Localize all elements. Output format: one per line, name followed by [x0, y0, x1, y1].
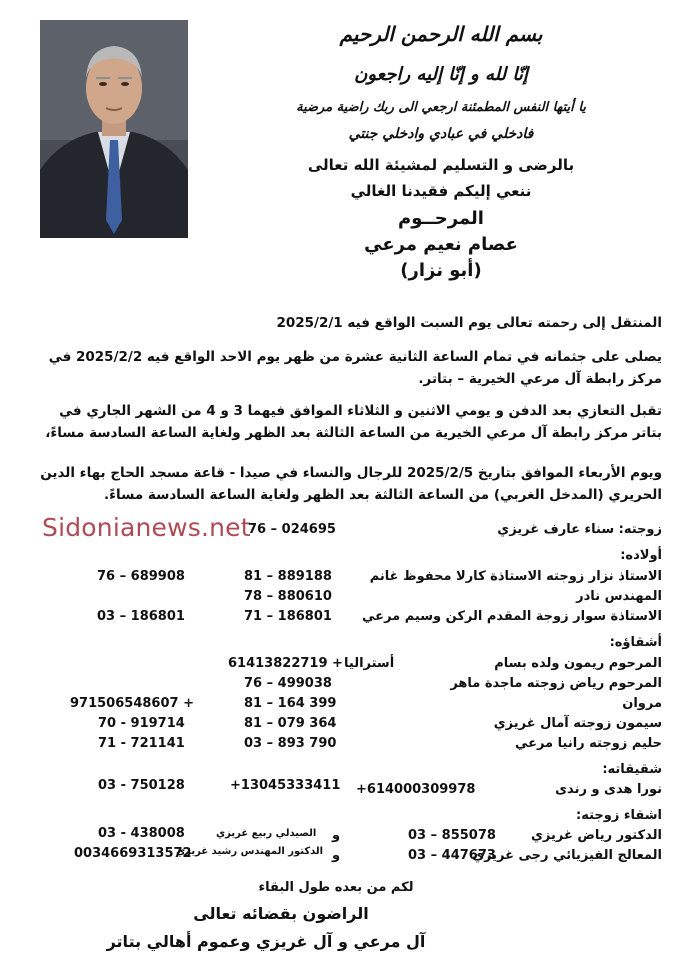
sister-phone: +614000309978 [356, 782, 476, 797]
wife-name: زوجته: سناء عارف غريزي [497, 522, 662, 537]
announcement-line-2: ننعي إليكم فقيدنا الغالي [350, 182, 532, 200]
sibling-name: المرحوم ريمون ولده بسام [494, 656, 662, 671]
portrait-photo [40, 20, 188, 238]
closing-line-1: لكم من بعده طول البقاء [258, 880, 414, 895]
child-phone: 78 – 880610 [244, 589, 332, 604]
sibling-name: سيمون زوجته آمال غريزي [493, 716, 662, 731]
conjunction: و [332, 848, 341, 863]
basmala: بسم الله الرحمن الرحيم [339, 22, 543, 46]
sibling-country: أستراليا [344, 656, 395, 671]
quran-verse-2: يا أيتها النفس المطمئنة ارجعي الى ربك راضية مرضية [296, 100, 586, 115]
siblings-header: أشقاؤه: [609, 635, 662, 650]
child-name: الاستاذة سوار زوجة المقدم الركن وسيم مرعي [362, 609, 662, 624]
sibling-phone: 81 – 079 364 [244, 716, 337, 731]
inlaw-phone: 03 – 447673 [408, 848, 496, 863]
inlaw-name: الصيدلي ربيع غريزي [216, 828, 317, 839]
sister-phone: 03 - 750128 [98, 778, 185, 793]
child-phone: 81 – 889188 [244, 569, 332, 584]
inlaw-phone: 0034669313572 [74, 846, 192, 861]
sisters-header: شقيقاته: [602, 762, 662, 777]
deceased-title: المرحــوم [398, 208, 484, 229]
sibling-phone: 61413822719 + [228, 656, 343, 671]
sibling-name: المرحوم رياض زوجته ماجدة ماهر [450, 676, 662, 691]
condolences-paragraph: تقبل التعازي بعد الدفن و يومي الاثنين و الثلاثاء الموافق فيهما 3 و 4 من الشهر الجاري في بتاتر مركز رابطة آل مرعي الخيرية من الساعة الثالثة بعد الظهر ولغاية الساعة السادسة مساءً، [45, 403, 662, 441]
inlaw-name: المعالج الفيزيائي رجى غريزي [472, 848, 662, 863]
sibling-phone: 76 – 499038 [244, 676, 332, 691]
deceased-nickname: (أبو نزار) [400, 260, 482, 281]
inlaw-name: الدكتور المهندس رشيد غريزي [176, 846, 324, 857]
closing-line-2: الراضون بقضائه تعالى [193, 904, 369, 923]
child-phone: 76 – 689908 [97, 569, 185, 584]
child-name: المهندس نادر [576, 589, 662, 604]
quran-verse-3: فادخلي في عبادي وادخلي جنتي [348, 126, 534, 142]
inlaw-phone: 03 – 855078 [408, 828, 496, 843]
sibling-phone: 971506548607 + [70, 696, 194, 711]
portrait-illustration [40, 20, 188, 238]
sibling-phone: 71 - 721141 [98, 736, 185, 751]
inlaw-phone: 03 - 438008 [98, 826, 185, 841]
watermark: Sidonianews.net [42, 513, 251, 542]
sibling-name: حليم زوجته رانيا مرعي [514, 736, 662, 751]
wife-phone: 76 – 024695 [248, 522, 336, 537]
child-phone: 71 – 186801 [244, 609, 332, 624]
announcement-line-1: بالرضى و التسليم لمشيئة الله تعالى [307, 156, 575, 174]
sister-phone: +13045333411 [230, 778, 341, 793]
quran-verse-1: إنّا لله و إنّا إليه راجعون [354, 64, 528, 85]
child-name: الاستاذ نزار زوجته الاستاذة كارلا محفوظ غانم [369, 569, 662, 584]
sibling-phone: 03 – 893 790 [244, 736, 337, 751]
funeral-prayer-paragraph: يصلى على جثمانه في تمام الساعة الثانية عشرة من ظهر يوم الاحد الواقع فيه 2025/2/2 في مركز رابطة آل مرعي الخيرية – بتاتر. [48, 349, 662, 387]
sibling-name: مروان [622, 696, 662, 711]
sibling-phone: 70 - 919714 [98, 716, 185, 731]
child-phone: 03 – 186801 [97, 609, 185, 624]
conjunction: و [332, 828, 341, 843]
sisters-names: نورا هدى و رندى [555, 782, 662, 797]
inlaw-name: الدكتور رياض غريزي [531, 828, 662, 843]
death-date-paragraph: المنتقل إلى رحمته تعالى يوم السبت الواقع فيه 2025/2/1 [276, 315, 662, 331]
children-header: أولاده: [620, 548, 662, 563]
inlaws-header: اشقاء زوجته: [576, 808, 662, 823]
closing-line-3: آل مرعي و آل غريزي وعموم أهالي بتاتر [106, 932, 426, 951]
sibling-phone: 81 – 164 399 [244, 696, 337, 711]
deceased-name: عصام نعيم مرعي [364, 234, 518, 255]
saida-condolences-paragraph: ويوم الأربعاء الموافق بتاريخ 2025/2/5 للرجال والنساء في صيدا - قاعة مسجد الحاج بهاء الدين الحريري (المدخل الغربي) من الساعة الثالثة بعد الظهر ولغاية الساعة السادسة مساءً. [40, 465, 662, 503]
